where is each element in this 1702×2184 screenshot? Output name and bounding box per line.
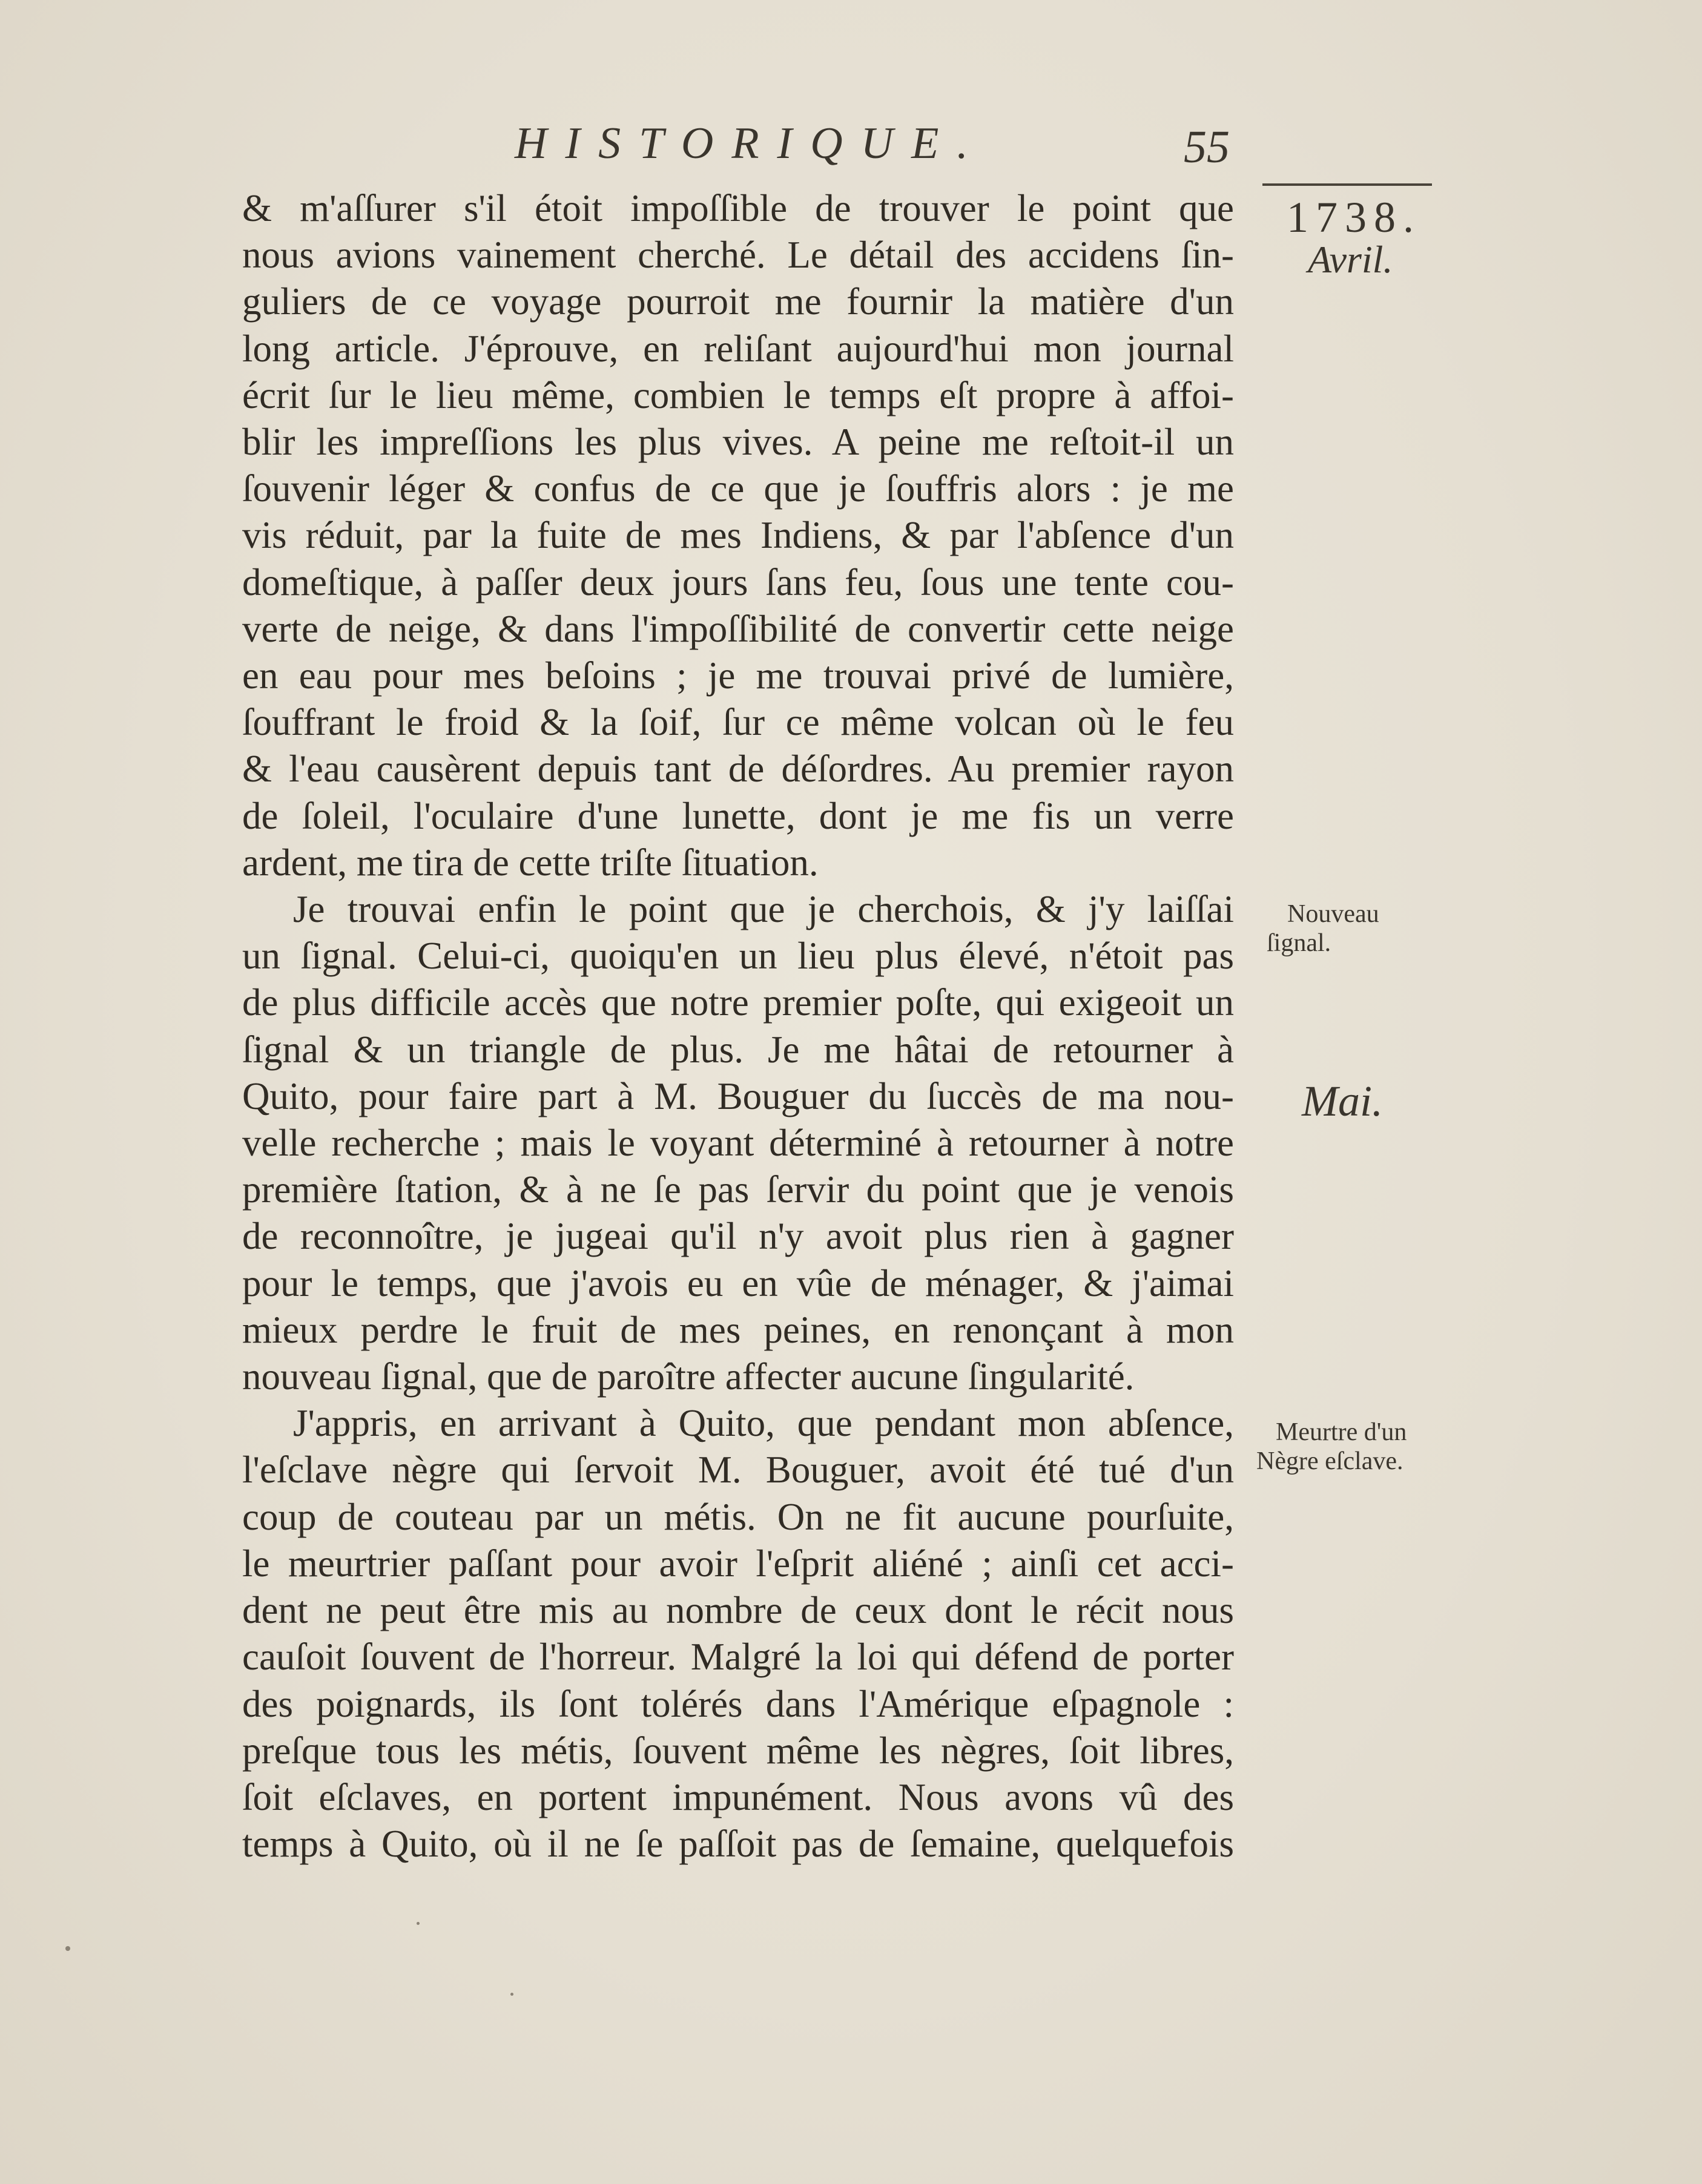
page-number: 55: [1184, 122, 1230, 173]
text-line: ſouvenir léger & confus de ce que je ſouffris alors : je me: [242, 467, 1234, 510]
text-line: Je trouvai enfin le point que je cherchois, & j'y laiſſai: [293, 888, 1234, 931]
running-title: HISTORIQUE.: [515, 119, 986, 168]
text-line: verte de neige, & dans l'impoſſibilité de convertir cette neige: [242, 607, 1234, 650]
sidenote-new-signal-line-2: ſignal.: [1267, 929, 1331, 957]
body-text: [242, 185, 1234, 1867]
sidenote-new-signal-line-1: Nouveau: [1287, 900, 1379, 928]
paper-speck: [510, 1993, 513, 1996]
text-line: long article. J'éprouve, en reliſant aujourd'hui mon journal: [242, 327, 1234, 370]
text-line: vis réduit, par la fuite de mes Indiens, & par l'abſence d'un: [242, 514, 1234, 557]
text-line: de plus difficile accès que notre premier poſte, qui exigeoit un: [242, 981, 1234, 1024]
text-line: de reconnoître, je jugeai qu'il n'y avoit plus rien à gagner: [242, 1215, 1234, 1258]
text-line: nous avions vainement cherché. Le détail des accidens ſin-: [242, 234, 1234, 277]
text-line: & l'eau causèrent depuis tant de déſordres. Au premier rayon: [242, 748, 1234, 791]
text-line: des poignards, ils ſont tolérés dans l'Amérique eſpagnole :: [242, 1682, 1234, 1725]
paragraph-3: [242, 1400, 1234, 1867]
text-line: J'appris, en arrivant à Quito, que pendant mon abſence,: [293, 1402, 1234, 1445]
text-line: ſouffrant le froid & la ſoif, ſur ce même volcan où le feu: [242, 701, 1234, 744]
text-line: un ſignal. Celui-ci, quoiqu'en un lieu plus élevé, n'étoit pas: [242, 935, 1234, 978]
sidenote-murder-line-2: Nègre eſclave.: [1256, 1447, 1403, 1475]
text-line: ſignal & un triangle de plus. Je me hâtai de retourner à: [242, 1028, 1234, 1071]
text-line: blir les impreſſions les plus vives. A peine me reſtoit-il un: [242, 421, 1234, 464]
margin-rule: [1262, 183, 1432, 186]
sidenote-new-signal: [1267, 900, 1379, 958]
sidenote-murder: [1256, 1418, 1407, 1476]
text-line: première ſtation, & à ne ſe pas ſervir du point que je venois: [242, 1168, 1234, 1211]
text-line: mieux perdre le fruit de mes peines, en renonçant à mon: [242, 1308, 1234, 1351]
paper-speck: [417, 1922, 420, 1925]
text-line: en eau pour mes beſoins ; je me trouvai privé de lumière,: [242, 654, 1234, 697]
margin-month-may: Mai.: [1302, 1077, 1383, 1125]
text-line: temps à Quito, où il ne ſe paſſoit pas de ſemaine, quelquefois: [242, 1823, 1234, 1866]
text-line: le meurtrier paſſant pour avoir l'eſprit aliéné ; ainſi cet acci-: [242, 1542, 1234, 1585]
text-line: de ſoleil, l'oculaire d'une lunette, dont je me fis un verre: [242, 794, 1234, 837]
sidenote-murder-line-1: Meurtre d'un: [1276, 1418, 1407, 1446]
text-line: écrit ſur le lieu même, combien le temps eſt propre à affoi-: [242, 373, 1234, 416]
margin-month-april: Avril.: [1308, 238, 1393, 281]
text-line: guliers de ce voyage pourroit me fournir la matière d'un: [242, 280, 1234, 323]
paper-speck: [65, 1946, 70, 1951]
text-line: pour le temps, que j'avois eu en vûe de ménager, & j'aimai: [242, 1261, 1234, 1304]
text-line: nouveau ſignal, que de paroître affecter aucune ſingularité.: [242, 1355, 1135, 1398]
text-line: ardent, me tira de cette triſte ſituation.: [242, 841, 819, 884]
text-line: velle recherche ; mais le voyant déterminé à retourner à notre: [242, 1122, 1234, 1165]
text-line: dent ne peut être mis au nombre de ceux dont le récit nous: [242, 1589, 1234, 1632]
margin-year: 1738.: [1287, 193, 1421, 242]
text-line: cauſoit ſouvent de l'horreur. Malgré la loi qui défend de porter: [242, 1636, 1234, 1679]
text-line: Quito, pour faire part à M. Bouguer du ſuccès de ma nou-: [242, 1074, 1234, 1117]
text-line: preſque tous les métis, ſouvent même les nègres, ſoit libres,: [242, 1729, 1234, 1772]
paragraph-2: [242, 886, 1234, 1400]
text-line: domeſtique, à paſſer deux jours ſans feu, ſous une tente cou-: [242, 561, 1234, 604]
text-line: ſoit eſclaves, en portent impunément. Nous avons vû des: [242, 1775, 1234, 1818]
text-line: coup de couteau par un métis. On ne fit aucune pourſuite,: [242, 1495, 1234, 1538]
text-line: & m'aſſurer s'il étoit impoſſible de trouver le point que: [242, 187, 1234, 229]
paragraph-1: [242, 185, 1234, 886]
text-line: l'eſclave nègre qui ſervoit M. Bouguer, avoit été tué d'un: [242, 1449, 1234, 1492]
